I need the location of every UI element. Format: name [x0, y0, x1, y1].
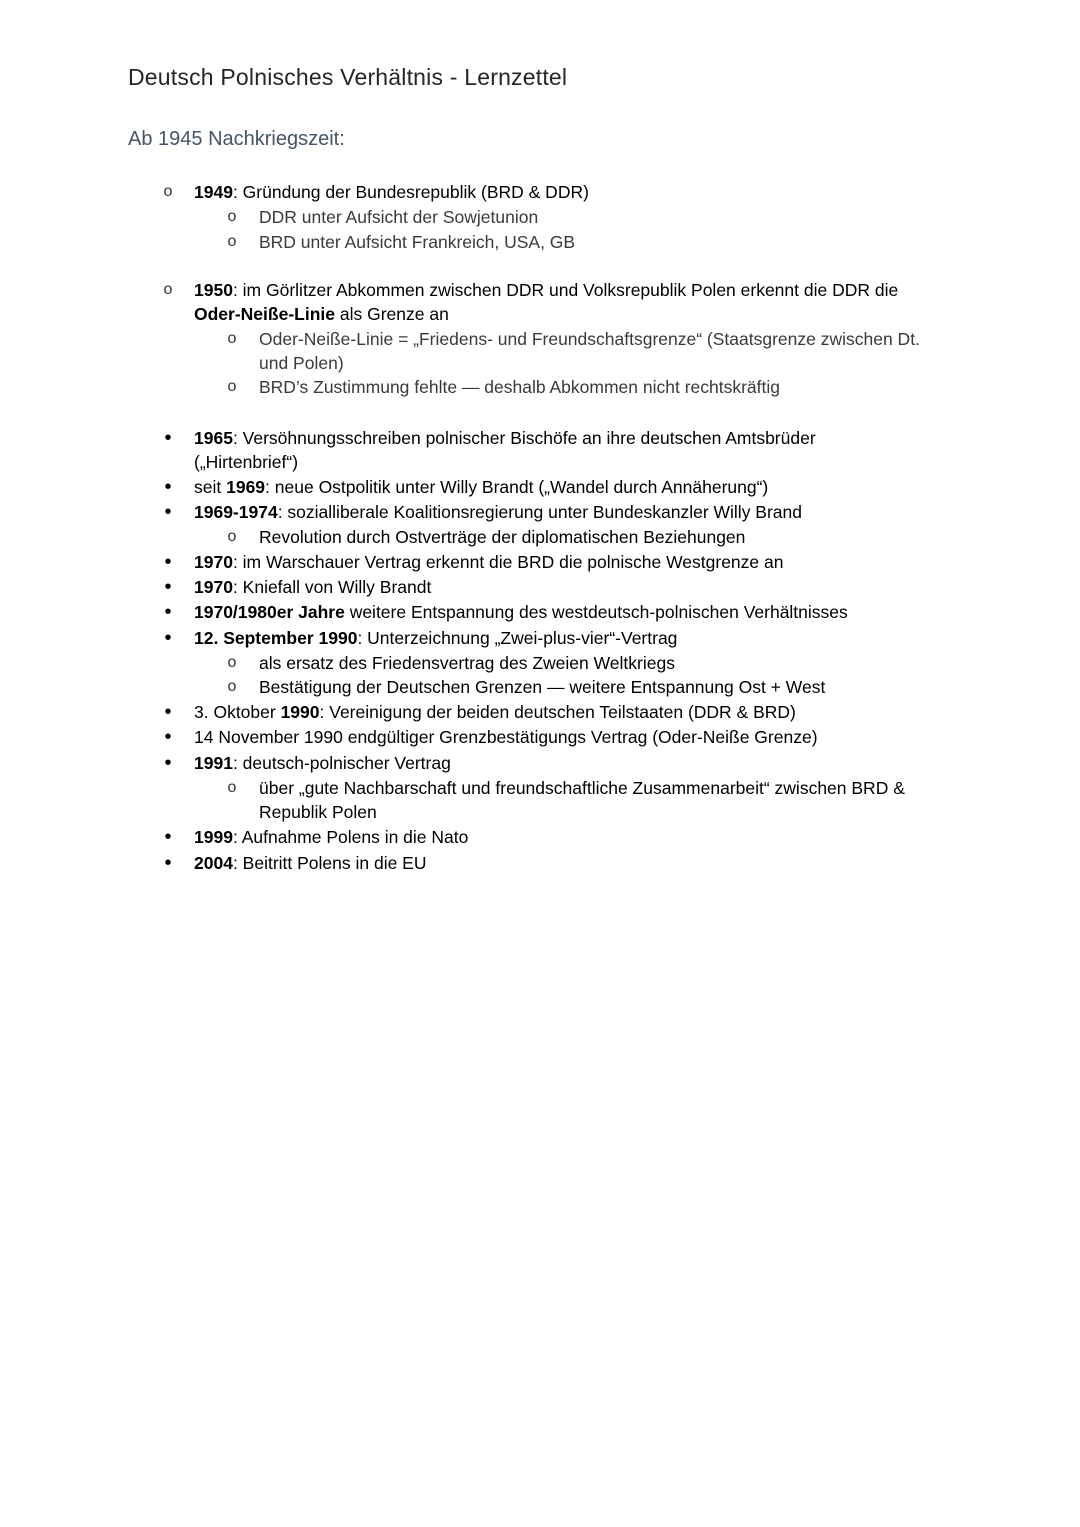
- sub-item: BRD unter Aufsicht Frankreich, USA, GB: [259, 232, 576, 252]
- disc-bullet: •: [164, 826, 172, 848]
- disc-bullet: •: [164, 726, 172, 748]
- disc-bullet: •: [164, 627, 172, 649]
- circle-bullet: o: [227, 654, 237, 671]
- circle-bullet: o: [227, 528, 237, 545]
- year-label: 1950: [194, 280, 233, 300]
- sub-item: Oder-Neiße-Linie = „Friedens- und Freundschaftsgrenze“ (Staatsgrenze zwischen Dt.: [259, 329, 920, 349]
- sub-item: Revolution durch Ostverträge der diplomatischen Beziehungen: [259, 527, 746, 547]
- circle-bullet: o: [227, 330, 237, 347]
- page-title: Deutsch Polnisches Verhältnis - Lernzettel: [128, 64, 568, 90]
- sub-item: Republik Polen: [259, 802, 377, 822]
- sub-item: als ersatz des Friedensvertrag des Zweien Weltkriegs: [259, 653, 675, 673]
- year-label: 1969: [226, 477, 266, 497]
- year-label: 1949: [194, 182, 233, 202]
- disc-bullet: •: [164, 427, 172, 449]
- disc-bullet: •: [164, 501, 172, 523]
- sub-item: BRD’s Zustimmung fehlte — deshalb Abkommen nicht rechtskräftig: [259, 377, 781, 397]
- circle-bullet: o: [227, 208, 237, 225]
- disc-bullet: •: [164, 601, 172, 623]
- sub-item: und Polen): [259, 353, 344, 373]
- circle-bullet: o: [227, 233, 237, 250]
- year-label: 1970/1980er Jahre: [194, 602, 345, 622]
- disc-bullet: •: [164, 752, 172, 774]
- document-page: Deutsch Polnisches Verhältnis - Lernzettel Ab 1945 Nachkriegszeit: o 1949: Gründung der Bundesrepublik (BRD & DDR) o DDR unter Aufsicht der Sowjetunion o BRD unter Aufsicht Frankreich, USA, GB o 1950: im Görlitzer Abkommen zwischen DDR und Volksrepublik Polen erkennt die DDR die Oder-Neiße-Linie als Grenze an o Oder-Neiße-Linie = „Friedens- und Freundschaftsgrenze“ (Staatsgrenze zwischen Dt. und Polen) o BRD’s Zustimmung fehlte — deshalb Abkommen nicht rechtskräftig • 1965: Versöhnungsschreiben polnischer Bischöfe an ihre deutschen Amtsbrüder („Hirtenbrief“) • seit 1969: neue Ostpolitik unter Willy Brandt („Wandel durch Annäherung“) • 1969-1974: sozialliberale Koalitionsregierung unter Bundeskanzler Willy Brand o Revolution durch Ostverträge der diplomatischen Beziehungen • 1970: im Warschauer Vertrag erkennt die BRD die polnische Westgrenze an • 1970: Kniefall von Willy Brandt • 1970/1980er Jahre weitere Entspannung des westdeutsch-polnischen Verhältnisses • 12. September 1990: Unterzeichnung „Zwei-plus-vier“-Vertrag o als ersatz des Friedensvertrag des Zweien Weltkriegs o Bestätigung der Deutschen Grenzen — weitere Entspannung Ost + West • 3. Oktober 1990: Vereinigung der beiden deutschen Teilstaaten (DDR & BRD) • 14 November 1990 endgültiger Grenzbestätigungs Vertrag (Oder-Neiße Grenze) • 1991: deutsch-polnischer Vertrag o über „gute Nachbarschaft und freundschaftliche Zusammenarbeit“ zwischen BRD & Republik Polen • 1999: Aufnahme Polens in die Nato • 2004: Beitritt Polens in die EU: [0, 0, 1080, 1527]
- year-label: 1990: [280, 702, 320, 722]
- sub-item: über „gute Nachbarschaft und freundschaftliche Zusammenarbeit“ zwischen BRD &: [259, 778, 905, 798]
- circle-bullet: o: [227, 779, 237, 796]
- disc-bullet: •: [164, 576, 172, 598]
- year-label: 1969-1974: [194, 502, 278, 522]
- year-label: 1970: [194, 577, 233, 597]
- circle-bullet: o: [227, 678, 237, 695]
- year-label: 1970: [194, 552, 233, 572]
- disc-bullet: •: [164, 701, 172, 723]
- disc-bullet: •: [164, 476, 172, 498]
- year-label: 2004: [194, 853, 233, 873]
- year-label: 1999: [194, 827, 233, 847]
- section-heading: Ab 1945 Nachkriegszeit:: [128, 128, 345, 150]
- circle-bullet: o: [227, 378, 237, 395]
- year-label: 1991: [194, 753, 233, 773]
- circle-bullet: o: [163, 183, 173, 200]
- sub-item: Bestätigung der Deutschen Grenzen — weitere Entspannung Ost + West: [259, 677, 826, 697]
- circle-bullet: o: [163, 281, 173, 298]
- sub-item: DDR unter Aufsicht der Sowjetunion: [259, 207, 539, 227]
- year-label: 1965: [194, 428, 233, 448]
- disc-bullet: •: [164, 852, 172, 874]
- year-label: 12. September 1990: [194, 628, 358, 648]
- disc-bullet: •: [164, 551, 172, 573]
